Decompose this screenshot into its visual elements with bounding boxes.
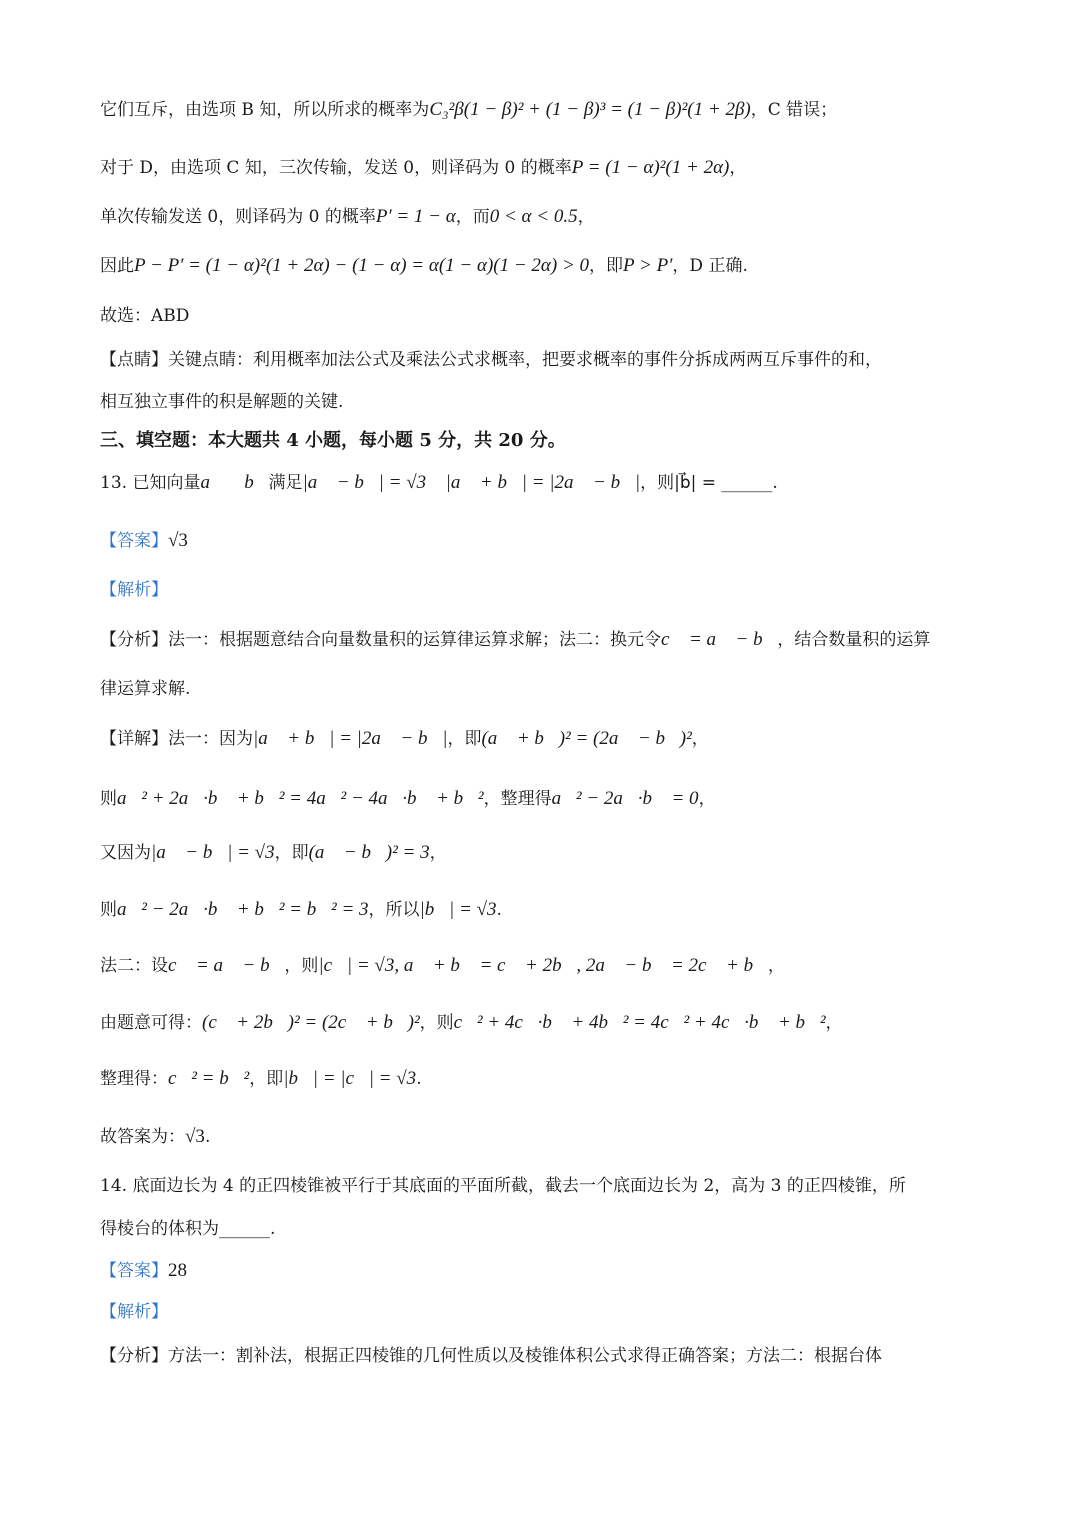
line-text: ，即 xyxy=(589,256,624,276)
line-text: ， xyxy=(577,207,595,227)
math-formula: a⃗² + 2a⃗·b⃗ + b⃗² = 4a⃗² − 4a⃗·b⃗ + b⃗² xyxy=(117,788,484,809)
math-formula: a⃗² − 2a⃗·b⃗ = 0 xyxy=(551,788,699,809)
section-tag: 【点睛】 xyxy=(100,350,168,370)
math-formula: P > P′ xyxy=(623,255,673,276)
line-text: ， xyxy=(691,729,709,749)
text-line xyxy=(100,1012,843,1035)
text-line xyxy=(100,206,595,229)
analysis-tag-line xyxy=(100,1302,168,1322)
math-formula: |b⃗| = |c⃗| = √3 xyxy=(283,1068,417,1089)
text-line xyxy=(100,842,447,865)
line-text: ， xyxy=(698,789,716,809)
answer-line xyxy=(100,530,188,553)
line-text: . xyxy=(496,900,502,920)
answer-line xyxy=(100,1260,187,1283)
line-text: ， xyxy=(729,158,747,178)
line-text: ， xyxy=(825,1013,843,1033)
question-14 xyxy=(100,1176,906,1196)
math-formula: (c⃗ + 2b⃗)² = (2c⃗ + b⃗)² xyxy=(202,1012,420,1033)
text-line xyxy=(100,99,837,122)
line-text: 整理得： xyxy=(100,1069,168,1089)
line-text: 则 xyxy=(100,789,117,809)
math-formula: P′ = 1 − α xyxy=(375,206,456,227)
section-heading xyxy=(100,430,566,452)
math-formula: P − P′ = (1 − α)²(1 + 2α) − (1 − α) = α(1 − α)(1 − 2α) > 0 xyxy=(134,255,590,276)
line-text: 故选：ABD xyxy=(100,306,190,326)
analysis-tag: 【解析】 xyxy=(100,1302,168,1322)
line-text: 故答案为： xyxy=(100,1127,185,1147)
line-text: 关键点睛：利用概率加法公式及乘法公式求概率，把要求概率的事件分拆成两两互斥事件的和， xyxy=(168,350,882,370)
math-formula: (a⃗ + b⃗)² = (2a⃗ − b⃗)² xyxy=(481,728,692,749)
line-text: ，结合数量积的运算 xyxy=(777,630,931,650)
line-text: 法二：设 xyxy=(100,956,168,976)
line-text: ，即 xyxy=(274,843,309,863)
line-text: 单次传输发送 0，则译码为 0 的概率 xyxy=(100,207,376,227)
line-text: 相互独立事件的积是解题的关键. xyxy=(100,392,344,412)
text-line xyxy=(100,679,190,699)
text-line xyxy=(100,955,785,978)
math-formula: c⃗ = a⃗ − b⃗ xyxy=(168,955,285,976)
line-text: 它们互斥，由选项 B 知，所以所求的概率为 xyxy=(100,100,430,120)
line-text: 因此 xyxy=(100,256,134,276)
math-formula: c⃗ = a⃗ − b⃗ xyxy=(661,629,778,650)
line-text: 方法一：割补法，根据正四棱锥的几何性质以及棱锥体积公式求得正确答案；方法二：根据台体 xyxy=(168,1346,882,1366)
line-text: ，C 错误； xyxy=(750,100,838,120)
answer-tag: 【答案】 xyxy=(100,531,168,551)
line-text: ，则 xyxy=(284,956,319,976)
line-text: . xyxy=(204,1127,211,1147)
line-text: . xyxy=(416,1069,422,1089)
answer-value: 28 xyxy=(168,1260,187,1281)
text-line xyxy=(100,728,709,751)
text-line xyxy=(100,350,882,370)
text-line xyxy=(100,899,502,922)
answer-tag: 【答案】 xyxy=(100,1261,168,1281)
line-text: 14. 底面边长为 4 的正四棱锥被平行于其底面的平面所截，截去一个底面边长为 2，高为 3 的正四棱锥，所 xyxy=(100,1176,906,1196)
heading-text: 三、填空题：本大题共 4 小题，每小题 5 分，共 20 分。 xyxy=(100,430,566,451)
text-line xyxy=(100,788,716,811)
question-13 xyxy=(100,472,778,495)
math-formula: P = (1 − α)²(1 + 2α) xyxy=(571,157,730,178)
line-text: 则 xyxy=(100,900,117,920)
line-text: 满足 xyxy=(268,473,303,493)
math-formula: c⃗² + 4c⃗·b⃗ + 4b⃗² = 4c⃗² + 4c⃗·b⃗ + b⃗² xyxy=(453,1012,826,1033)
line-text: ， xyxy=(429,843,447,863)
line-text: ，整理得 xyxy=(483,789,552,809)
line-text: 对于 D，由选项 C 知，三次传输，发送 0，则译码为 0 的概率 xyxy=(100,158,572,178)
line-text: ，即 xyxy=(249,1069,284,1089)
math-formula: (a⃗ − b⃗)² = 3 xyxy=(308,842,430,863)
line-text: 由题意可得： xyxy=(100,1013,202,1033)
line-text: 法一：因为 xyxy=(168,729,253,749)
math-formula: |c⃗| = √3, a⃗ + b⃗ = c⃗ + 2b⃗, 2a⃗ − b⃗ = 2c⃗ + b⃗ xyxy=(318,955,768,976)
text-line xyxy=(100,629,930,652)
line-text: ，则|b⃗| = ______. xyxy=(640,473,778,493)
text-line xyxy=(100,392,343,412)
math-formula: C₃²β(1 − β)² + (1 − β)³ = (1 − β)²(1 + 2β) xyxy=(429,99,751,120)
section-tag: 【分析】 xyxy=(100,630,168,650)
line-text: ，所以 xyxy=(368,900,420,920)
line-text: 得棱台的体积为______. xyxy=(100,1219,276,1239)
line-text: ， xyxy=(767,956,785,976)
math-formula: 0 < α < 0.5 xyxy=(489,206,578,227)
math-formula: √3 xyxy=(185,1126,205,1147)
line-text: ，则 xyxy=(419,1013,454,1033)
text-line xyxy=(100,306,189,326)
math-formula: a⃗ ，b⃗ xyxy=(200,472,269,493)
line-text: 13. 已知向量 xyxy=(100,473,201,493)
text-line xyxy=(100,157,746,180)
math-formula: √3 xyxy=(168,530,188,551)
math-formula: |a⃗ + b⃗| = |2a⃗ − b⃗| xyxy=(253,728,448,749)
math-formula: |a⃗ − b⃗| = √3 xyxy=(151,842,275,863)
math-formula: |b⃗| = √3 xyxy=(419,899,497,920)
line-text: 又因为 xyxy=(100,843,151,863)
text-line xyxy=(100,1346,882,1366)
line-text: 律运算求解. xyxy=(100,679,191,699)
line-text: ，即 xyxy=(447,729,482,749)
math-formula: |a⃗ − b⃗| = √3 ，|a⃗ + b⃗| = |2a⃗ − b⃗| xyxy=(302,472,641,493)
analysis-tag-line xyxy=(100,580,168,600)
text-line xyxy=(100,1068,422,1091)
text-line xyxy=(100,1126,210,1149)
line-text: ，D 正确. xyxy=(672,256,748,276)
analysis-tag: 【解析】 xyxy=(100,580,168,600)
line-text: 法一：根据题意结合向量数量积的运算律运算求解；法二：换元令 xyxy=(168,630,661,650)
text-line xyxy=(100,1219,275,1239)
section-tag: 【详解】 xyxy=(100,729,168,749)
math-formula: a⃗² − 2a⃗·b⃗ + b⃗² = b⃗² = 3 xyxy=(117,899,369,920)
section-tag: 【分析】 xyxy=(100,1346,168,1366)
text-line xyxy=(100,255,748,278)
math-formula: c⃗² = b⃗² xyxy=(168,1068,250,1089)
line-text: ，而 xyxy=(455,207,490,227)
